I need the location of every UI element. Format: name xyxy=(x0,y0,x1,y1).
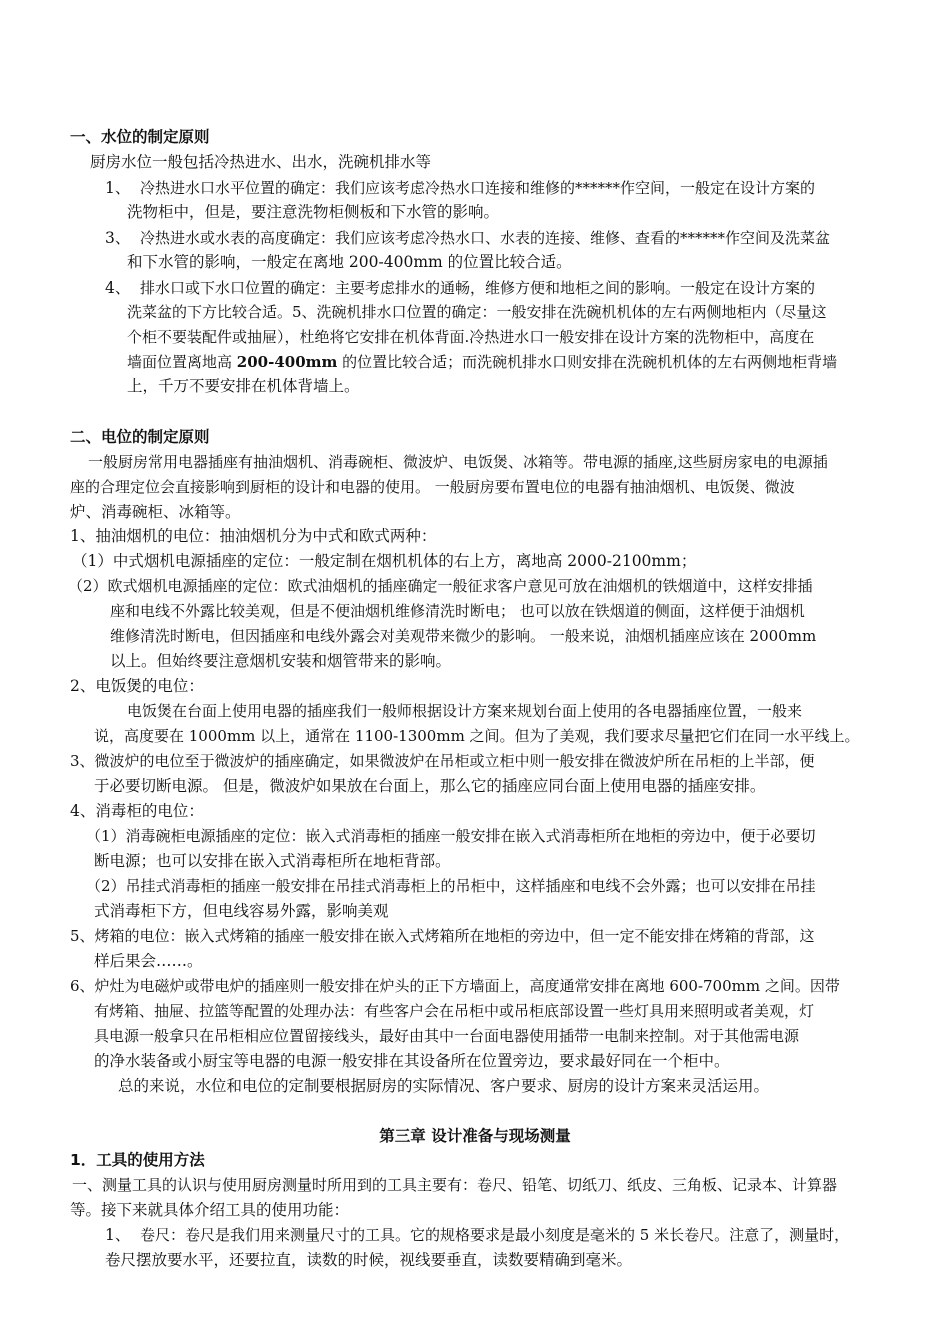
section-heading-power: 二、电位的制定原则 xyxy=(70,428,210,446)
list-item-text: 个柜不要装配件或抽屉），杜绝将它安排在机体背面.冷热进水口一般安排在设计方案的洗物柜中，高度在 xyxy=(127,328,815,346)
paragraph-water-intro: 厨房水位一般包括冷热进水、出水，洗碗机排水等 xyxy=(90,153,432,171)
paragraph-line: （1）中式烟机电源插座的定位：一般定制在烟机机体的右上方，离地高 2000-2100mm； xyxy=(72,552,697,570)
subsection-heading: 1．工具的使用方法 xyxy=(70,1151,205,1169)
list-item-text: 上，千万不要安排在机体背墙上。 xyxy=(127,377,360,395)
chapter-title: 第三章 设计准备与现场测量 xyxy=(379,1127,571,1145)
bold-measurement: 200-400mm xyxy=(236,353,338,371)
list-item-text: 卷尺：卷尺是我们用来测量尺寸的工具。它的规格要求是最小刻度是毫米的 5 米长卷尺。注意了，测量时， xyxy=(140,1226,850,1244)
paragraph-line: （2）吊挂式消毒柜的插座一般安排在吊挂式消毒柜上的吊柜中，这样插座和电线不会外露；也可以安排在吊挂 xyxy=(86,877,816,895)
list-number: 1、 xyxy=(105,1226,131,1244)
subsection-title: 4、消毒柜的电位： xyxy=(70,802,204,820)
paragraph-line: 的净水装备或小厨宝等电器的电源一般安排在其设备所在位置旁边，要求最好同在一个柜中。 xyxy=(94,1052,730,1070)
list-item-text: 排水口或下水口位置的确定：主要考虑排水的通畅，维修方便和地柜之间的影响。一般定在设计方案的 xyxy=(140,279,816,297)
list-item-text: 和下水管的影响，一般定在离地 200-400mm 的位置比较合适。 xyxy=(127,253,572,271)
paragraph-line: 维修清洗时断电，但因插座和电线外露会对美观带来微少的影响。 一般来说，油烟机插座应该在 2000mm xyxy=(110,627,817,645)
list-number: 3、 xyxy=(105,229,131,247)
paragraph-line: 样后果会……。 xyxy=(94,952,203,970)
paragraph-line: 一、测量工具的认识与使用厨房测量时所用到的工具主要有：卷尺、铅笔、切纸刀、纸皮、三角板、记录本、计算器 xyxy=(72,1176,838,1194)
paragraph-line: 座和电线不外露比较美观，但是不便油烟机维修清洗时断电； 也可以放在铁烟道的侧面，这样便于油烟机 xyxy=(110,602,805,620)
list-item-text: 冷热进水或水表的高度确定：我们应该考虑冷热水口、水表的连接、维修、查看的******作空间及洗菜盆 xyxy=(140,229,831,247)
subsection-title: 2、电饭煲的电位： xyxy=(70,677,204,695)
text-run: 墙面位置离地高 xyxy=(127,353,237,371)
paragraph-line: 有烤箱、抽屉、拉篮等配置的处理办法：有些客户会在吊柜中或吊柜底部设置一些灯具用来照明或者美观，灯 xyxy=(94,1002,815,1020)
text-run: 的位置比较合适；而洗碗机排水口则安排在洗碗机机体的左右两侧地柜背墙 xyxy=(337,353,838,371)
paragraph-line: 炉、消毒碗柜、冰箱等。 xyxy=(70,503,241,521)
paragraph-line: （1）消毒碗柜电源插座的定位：嵌入式消毒柜的插座一般安排在嵌入式消毒柜所在地柜的旁边中，便于必要切 xyxy=(86,827,816,845)
paragraph-line: 式消毒柜下方，但电线容易外露，影响美观 xyxy=(94,902,389,920)
paragraph-line: 座的合理定位会直接影响到厨柜的设计和电器的使用。 一般厨房要布置电位的电器有抽油烟机、电饭煲、微波 xyxy=(70,478,795,496)
list-item-text: 卷尺摆放要水平，还要拉直，读数的时候，视线要垂直，读数要精确到毫米。 xyxy=(105,1251,633,1269)
paragraph-line: 6、炉灶为电磁炉或带电炉的插座则一般安排在炉头的正下方墙面上，高度通常安排在离地 600-700mm 之间。因带 xyxy=(70,977,840,995)
list-number: 1、 xyxy=(105,179,131,197)
subsection-title: 1、抽油烟机的电位：抽油烟机分为中式和欧式两种： xyxy=(70,527,437,545)
paragraph-line: 说，高度要在 1000mm 以上，通常在 1100-1300mm 之间。但为了美观，我们要求尽量把它们在同一水平线上。 xyxy=(94,727,860,745)
list-item-text: 洗物柜中，但是，要注意洗物柜侧板和下水管的影响。 xyxy=(127,203,500,221)
paragraph-line: 具电源一般拿只在吊柜相应位置留接线头，最好由其中一台面电器使用插带一电制来控制。对于其他需电源 xyxy=(94,1027,800,1045)
paragraph-line: 以上。但始终要注意烟机安装和烟管带来的影响。 xyxy=(110,652,452,670)
list-item-text xyxy=(127,350,837,374)
paragraph-line: 一般厨房常用电器插座有抽油烟机、消毒碗柜、微波炉、电饭煲、冰箱等。带电源的插座,这些厨房家电的电源插 xyxy=(88,453,828,471)
paragraph-line: 于必要切断电源。 但是，微波炉如果放在台面上，那么它的插座应同台面上使用电器的插座安排。 xyxy=(94,777,766,795)
paragraph-line: 电饭煲在台面上使用电器的插座我们一般师根据设计方案来规划台面上使用的各电器插座位置，一般来 xyxy=(127,702,803,720)
list-number: 4、 xyxy=(105,279,131,297)
paragraph-summary: 总的来说，水位和电位的定制要根据厨房的实际情况、客户要求、厨房的设计方案来灵活运用。 xyxy=(118,1077,770,1095)
paragraph-line: （2）欧式烟机电源插座的定位：欧式油烟机的插座确定一般征求客户意见可放在油烟机的铁烟道中，这样安排插 xyxy=(68,577,813,595)
list-item-text: 冷热进水口水平位置的确定：我们应该考虑冷热水口连接和维修的******作空间，一般定在设计方案的 xyxy=(140,179,816,197)
paragraph-line: 3、微波炉的电位至于微波炉的插座确定，如果微波炉在吊柜或立柜中则一般安排在微波炉所在吊柜的上半部，便 xyxy=(70,752,815,770)
paragraph-line: 断电源；也可以安排在嵌入式消毒柜所在地柜背部。 xyxy=(94,852,451,870)
list-item-text: 洗菜盆的下方比较合适。5、洗碗机排水口位置的确定：一般安排在洗碗机机体的左右两侧地柜内（尽量这 xyxy=(127,303,827,321)
paragraph-line: 5、烤箱的电位：嵌入式烤箱的插座一般安排在嵌入式烤箱所在地柜的旁边中，但一定不能安排在烤箱的背部，这 xyxy=(70,927,815,945)
section-heading-water: 一、水位的制定原则 xyxy=(70,128,210,146)
paragraph-line: 等。接下来就具体介绍工具的使用功能： xyxy=(70,1201,350,1219)
